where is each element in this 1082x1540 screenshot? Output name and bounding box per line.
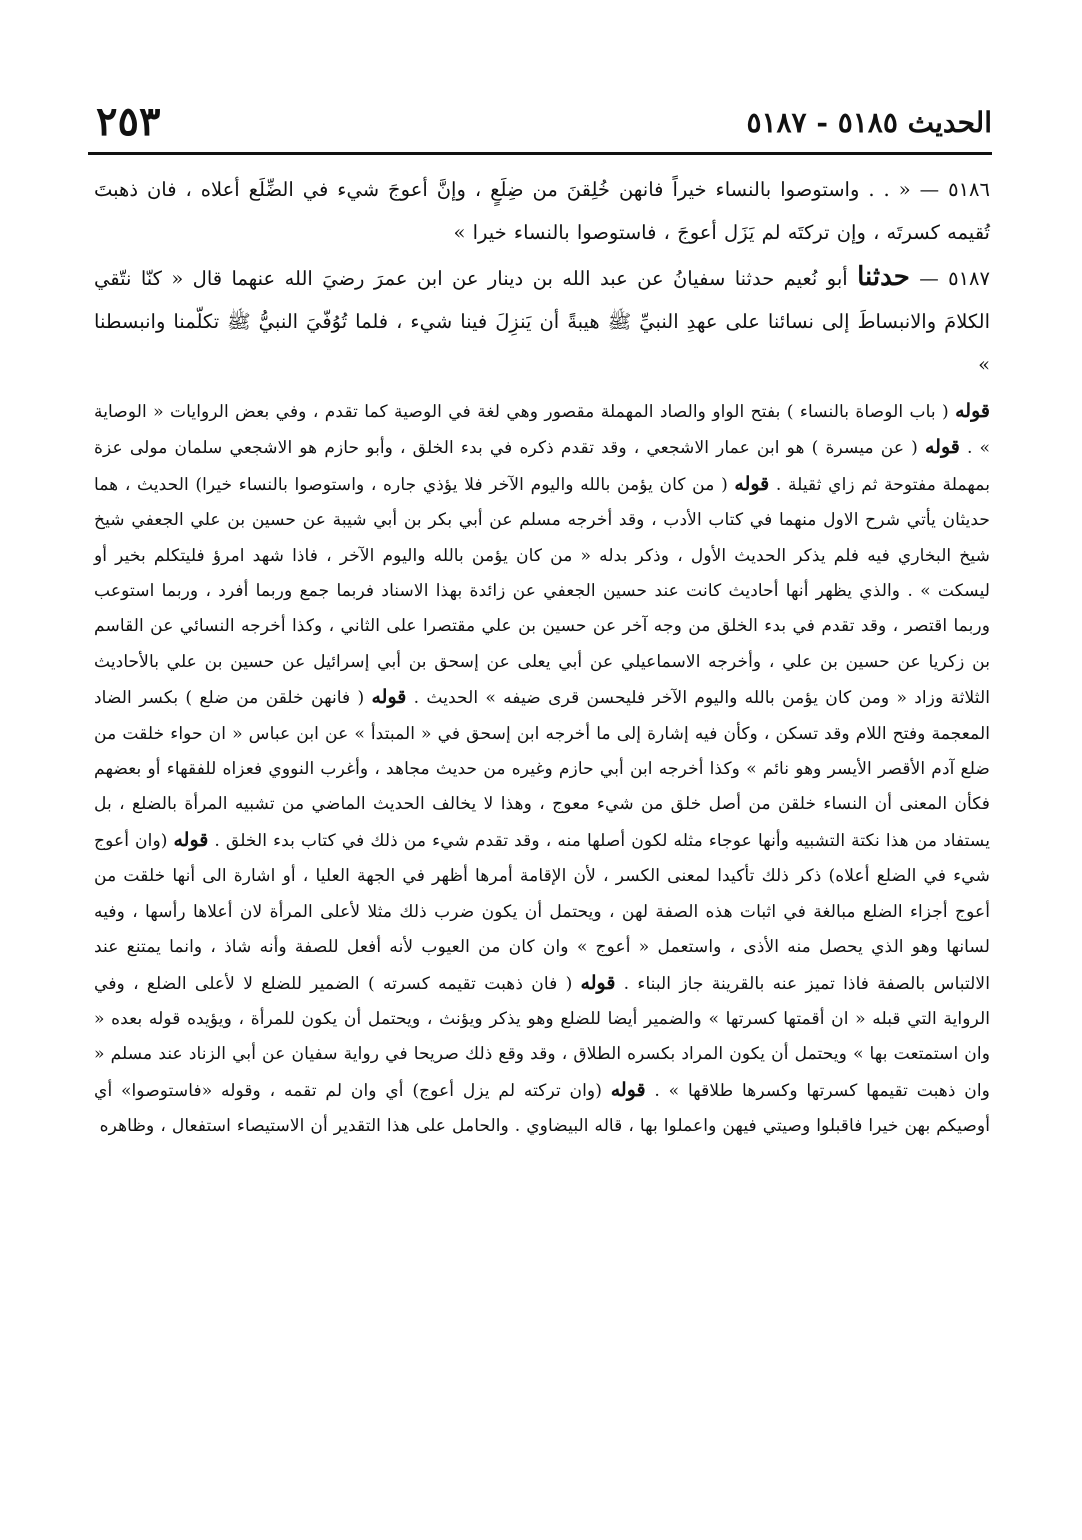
qawluhu-marker: قوله <box>371 686 407 709</box>
qawluhu-marker: قوله <box>580 971 616 994</box>
hadith-5187 <box>94 256 990 386</box>
qawluhu-marker: قوله <box>734 472 770 495</box>
hadith-5186-text: ٥١٨٦ — « . . واستوصوا بالنساء خيراً فانهن خُلِقنَ من ضِلَعٍ ، وإنَّ أعوجَ شيء في الضِّلَع أعلاه ، فان ذهبتَ تُقيمه كسرتَه ، وإن تركتَه لم يَزَل أعوجَ ، فاستوصوا بالنساء خيرا » <box>94 178 990 244</box>
header-rule <box>88 152 992 155</box>
commentary-segment: ( فان ذهبت تقيمه كسرته ) الضمير للضلع لا لأعلى الضلع ، وفي الرواية التي قبله « ان أقمتها كسرتها » والضمير أيضا للضلع وهو يذكر ويؤنث ، ويحتمل أن يكون للمرأة ، ويؤيده قوله بعده « وان استمتعت بها » ويحتمل أن يكون المراد بكسره الطلاق ، وقد وقع ذلك صريحا في رواية سفيان عن أبي الزناد عند مسلم « وان ذهبت تقيمها كسرتها وكسرها طلاقها » . <box>94 973 990 1101</box>
page-body <box>94 168 990 1145</box>
qawluhu-marker: قوله <box>924 436 960 459</box>
hadith-5187-number: ٥١٨٧ — <box>909 267 990 290</box>
commentary-segment: ( عن ميسرة ) هو ابن عمار الاشجعي ، وقد تقدم ذكره في بدء الخلق ، وأبو حازم هو الاشجعي سلمان مولى عزة بمهملة مفتوحة ثم زاي ثقيلة . <box>94 438 990 495</box>
page-number: ٢٥٣ <box>96 98 161 145</box>
hadith-5186 <box>94 168 990 254</box>
commentary <box>94 394 990 1145</box>
qawluhu-marker: قوله <box>955 400 990 422</box>
haddathana-heading: حدثنا <box>857 262 910 292</box>
commentary-segment: ( فانهن خلقن من ضلع ) بكسر الضاد المعجمة وفتح اللام وقد تسكن ، وكأن فيه إشارة إلى ما أخرجه ابن إسحق في « المبتدأ » عن ابن عباس « ان حواء خلقت من ضلع آدم الأقصر الأيسر وهو نائم » وكذا أخرجه ابن أبي حازم وغيره من حديث مجاهد ، وأغرب النووي فعزاه للفقهاء أو بعضهم فكأن المعنى أن النساء خلقن من أصل خلق من شيء معوج ، وهذا لا يخالف الحديث الماضي من تشبيه المرأة بالضلع ، بل يستفاد من هذا نكتة التشبيه وأنها عوجاء مثله لكون أصلها منه ، وقد تقدم شيء من ذلك في كتاب بدء الخلق . <box>94 688 991 851</box>
page-header <box>88 98 992 150</box>
commentary-segment: (وان تركته لم يزل أعوج) أي وان لم تقمه ، وقوله «فاستوصوا» أي أوصيكم بهن خيرا فاقبلوا وصيتي فيهن واعملوا بها ، قاله البيضاوي . والحامل على هذا التقدير أن الاستيصاء استفعال ، وظاهره <box>94 1080 990 1137</box>
qawluhu-marker: قوله <box>173 828 209 851</box>
qawluhu-marker: قوله <box>610 1078 646 1101</box>
hadith-5187-text: أبو نُعيم حدثنا سفيانُ عن عبد الله بن دينار عن ابن عمرَ رضيَ الله عنهما قال « كنّا نتّقي الكلامَ والانبساطَ إلى نسائنا على عهدِ النبيِّ ﷺ هيبةً أن يَنزِلَ فينا شيء ، فلما تُوُفّيَ النبيُّ ﷺ تكلّمنا وانبسطنا » <box>94 267 990 376</box>
running-title: الحديث ٥١٨٥ - ٥١٨٧ <box>746 106 992 139</box>
commentary-segment: ( باب الوصاة بالنساء ) بفتح الواو والصاد المهملة مقصور وهي لغة في الوصية كما تقدم ، وفي بعض الروايات « الوصاية » . <box>94 402 991 459</box>
commentary-segment: ( من كان يؤمن بالله واليوم الآخر فلا يؤذي جاره ، واستوصوا بالنساء خيرا) الحديث ، هما حديثان يأتي شرح الاول منهما في كتاب الأدب ، وقد أخرجه مسلم عن أبي بكر بن أبي شيبة عن حسين بن علي الجعفي شيخ شيخ البخاري فيه فلم يذكر الحديث الأول ، وذكر بدله « من كان يؤمن بالله واليوم الآخر ، فاذا شهد امرؤ فليتكلم بخير أو ليسكت » . والذي يظهر أنها أحاديث كانت عند حسين الجعفي عن زائدة بهذا الاسناد فربما جمع وربما أفرد ، وربما استوعب وربما اقتصر ، وقد تقدم في بدء الخلق من وجه آخر عن حسين بن علي مقتصرا على الثاني ، وكذا أخرجه النسائي عن القاسم بن زكريا عن حسين بن علي ، وأخرجه الاسماعيلي عن أبي يعلى عن إسحق بن أبي إسرائيل عن حسين بن علي بالأحاديث الثلاثة وزاد « ومن كان يؤمن بالله واليوم الآخر فليحسن قرى ضيفه » الحديث . <box>94 474 990 709</box>
commentary-segment: (وان أعوج شيء في الضلع أعلاه) ذكر ذلك تأكيدا لمعنى الكسر ، لأن الإقامة أمرها أظهر في الجهة العليا ، أو اشارة الى أنها خلقت من أعوج أجزاء الضلع مبالغة في اثبات هذه الصفة لهن ، ويحتمل أن يكون ضرب ذلك مثلا لأعلى المرأة لان أعلاها رأسها ، وفيه لسانها وهو الذي يحصل منه الأذى ، واستعمل « أعوج » وان كان من العيوب لأنه أفعل للصفة وأنه شاذ ، وانما يمتنع عند الالتباس بالصفة فاذا تميز عنه بالقرينة جاز البناء . <box>94 830 990 994</box>
